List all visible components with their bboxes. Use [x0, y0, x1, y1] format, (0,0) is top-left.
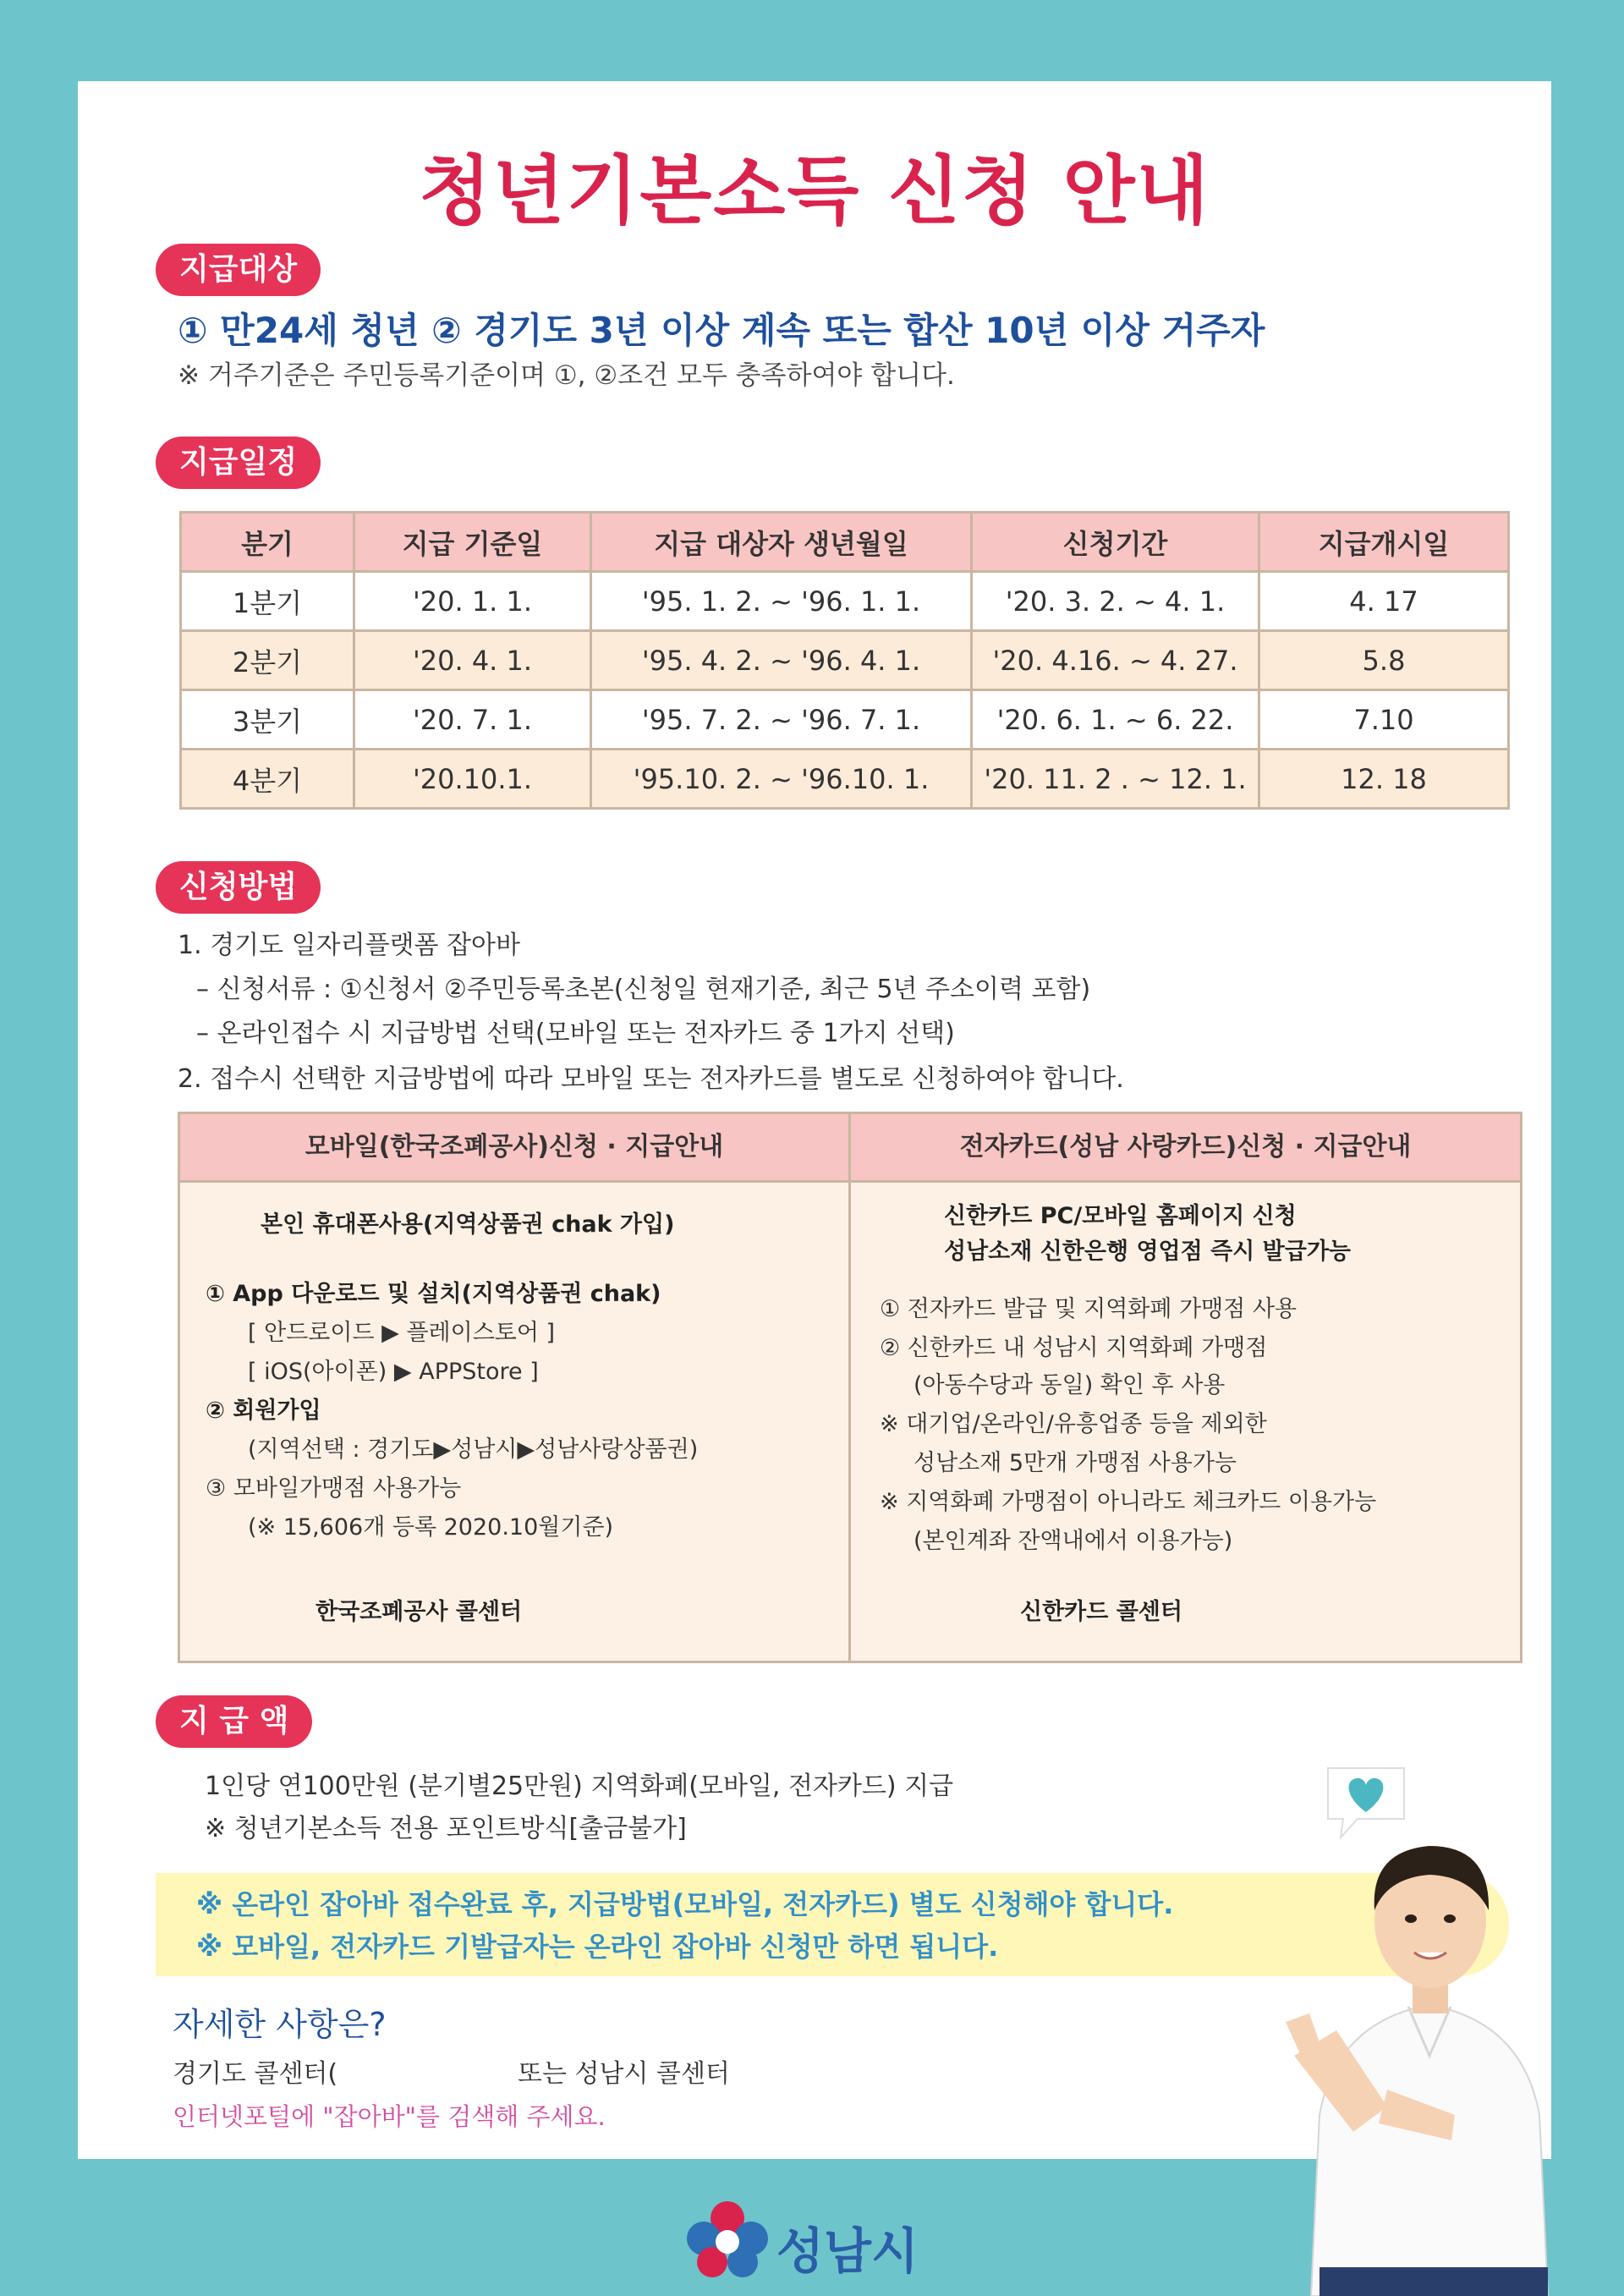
highlight-line-2: ※ 모바일, 전자카드 기발급자는 온라인 잡아바 신청만 하면 됩니다.: [196, 1931, 999, 1963]
section-badge-method: 신청방법: [156, 861, 321, 914]
section-badge-schedule: 지급일정: [156, 437, 321, 489]
table-cell: '20. 1. 1.: [354, 572, 591, 631]
schedule-header: 지급 기준일: [354, 513, 591, 572]
table-cell: 5.8: [1259, 631, 1509, 690]
table-cell: 4분기: [181, 750, 354, 809]
table-row: [181, 572, 1509, 631]
mobile-step-signup: ② 회원가입: [206, 1398, 321, 1424]
highlight-line-1: ※ 온라인 잡아바 접수완료 후, 지급방법(모바일, 전자카드) 별도 신청해야 합니다.: [196, 1888, 1174, 1920]
amount-note: ※ 청년기본소득 전용 포인트방식[출금불가]: [205, 1814, 687, 1843]
eligibility-note: ※ 거주기준은 주민등록기준이며 ①, ②조건 모두 충족하여야 합니다.: [178, 360, 955, 391]
card-header: 전자카드(성남 사랑카드)신청 · 지급안내: [851, 1114, 1520, 1183]
card-check-note-2: (본인계좌 잔액내에서 이용가능): [914, 1528, 1233, 1554]
mobile-step-use: ③ 모바일가맹점 사용가능: [206, 1475, 462, 1502]
payment-method-box: [178, 1112, 1522, 1663]
method-step-1-online: – 온라인접수 시 지급방법 선택(모바일 또는 전자카드 중 1가지 선택): [196, 1019, 955, 1048]
table-cell: '20. 6. 1. ~ 6. 22.: [972, 690, 1259, 750]
method-step-1: 1. 경기도 일자리플랫폼 잡아바: [178, 931, 520, 960]
table-cell: 12. 18: [1259, 750, 1509, 809]
table-cell: 4. 17: [1259, 572, 1509, 631]
table-cell: '20. 4.16. ~ 4. 27.: [972, 631, 1259, 690]
method-step-1-docs: – 신청서류 : ①신청서 ②주민등록초본(신청일 현재기준, 최근 5년 주소이력 포함): [196, 975, 1091, 1004]
card-intro-online: 신한카드 PC/모바일 홈페이지 신청: [944, 1203, 1297, 1229]
schedule-header: 지급 대상자 생년월일: [591, 513, 972, 572]
schedule-header: 지급개시일: [1259, 513, 1509, 572]
mobile-step-download: ① App 다운로드 및 설치(지역상품권 chak): [206, 1281, 661, 1307]
mobile-intro: 본인 휴대폰사용(지역상품권 chak 가입): [261, 1211, 675, 1238]
table-row: [181, 631, 1509, 690]
table-cell: 2분기: [181, 631, 354, 690]
section-badge-eligibility: 지급대상: [156, 244, 321, 296]
portal-search-note: 인터넷포털에 "잡아바"를 검색해 주세요.: [173, 2102, 606, 2131]
mobile-column: [180, 1114, 851, 1661]
table-cell: '95. 1. 2. ~ '96. 1. 1.: [591, 572, 972, 631]
schedule-header-row: [181, 513, 1509, 572]
mobile-ios: [ iOS(아이폰) ▶ APPStore ]: [248, 1359, 539, 1385]
card-step-issue: ① 전자카드 발급 및 지역화폐 가맹점 사용: [880, 1296, 1298, 1322]
card-callcenter: 신한카드 콜센터: [1020, 1599, 1182, 1625]
schedule-table: [179, 511, 1510, 810]
table-row: [181, 750, 1509, 809]
amount-line: 1인당 연100만원 (분기별25만원) 지역화폐(모바일, 전자카드) 지급: [205, 1771, 954, 1801]
table-cell: '20.10.1.: [354, 750, 591, 809]
contact-heading: 자세한 사항은?: [173, 2006, 387, 2043]
table-cell: '95. 4. 2. ~ '96. 4. 1.: [591, 631, 972, 690]
table-cell: '20. 3. 2. ~ 4. 1.: [972, 572, 1259, 631]
mobile-store-count: (※ 15,606개 등록 2020.10월기준): [248, 1514, 614, 1541]
table-cell: '20. 4. 1.: [354, 631, 591, 690]
mobile-header: 모바일(한국조폐공사)신청 · 지급안내: [180, 1114, 848, 1183]
contact-gyeonggi: 경기도 콜센터(: [173, 2059, 338, 2089]
seongnam-logo-icon: [685, 2200, 770, 2281]
contact-seongnam: 또는 성남시 콜센터: [518, 2059, 730, 2089]
page-title: 청년기본소득 신청 안내: [419, 147, 1210, 234]
card-intro-branch: 성남소재 신한은행 영업점 즉시 발급가능: [944, 1239, 1351, 1265]
presenter-illustration: [1260, 1810, 1624, 2296]
mobile-region: (지역선택 : 경기도▶성남시▶성남사랑상품권): [248, 1436, 699, 1463]
table-row: [181, 690, 1509, 750]
mobile-android: [ 안드로이드 ▶ 플레이스토어 ]: [248, 1320, 556, 1346]
schedule-header: 분기: [181, 513, 354, 572]
card-step-store-note: (아동수당과 동일) 확인 후 사용: [914, 1372, 1226, 1398]
table-cell: 7.10: [1259, 690, 1509, 750]
table-cell: '20. 7. 1.: [354, 690, 591, 750]
method-step-2: 2. 접수시 선택한 지급방법에 따라 모바일 또는 전자카드를 별도로 신청하여야 합니다.: [178, 1064, 1124, 1094]
card-exclusion: ※ 대기업/온라인/유흥업종 등을 제외한: [880, 1411, 1267, 1437]
section-badge-amount: 지 급 액: [156, 1695, 312, 1748]
card-check-note: ※ 지역화폐 가맹점이 아니라도 체크카드 이용가능: [880, 1489, 1377, 1515]
card-step-store: ② 신한카드 내 성남시 지역화폐 가맹점: [880, 1335, 1268, 1361]
seongnam-logo-text: 성남시: [776, 2222, 919, 2280]
card-exclusion-count: 성남소재 5만개 가맹점 사용가능: [914, 1450, 1237, 1476]
card-column: [851, 1114, 1520, 1661]
table-cell: '95.10. 2. ~ '96.10. 1.: [591, 750, 972, 809]
eligibility-criteria: ① 만24세 청년 ② 경기도 3년 이상 계속 또는 합산 10년 이상 거주자: [178, 310, 1265, 351]
table-cell: 1분기: [181, 572, 354, 631]
schedule-header: 신청기간: [972, 513, 1259, 572]
table-cell: '20. 11. 2 . ~ 12. 1.: [972, 750, 1259, 809]
table-cell: '95. 7. 2. ~ '96. 7. 1.: [591, 690, 972, 750]
mobile-callcenter: 한국조폐공사 콜센터: [315, 1599, 523, 1625]
table-cell: 3분기: [181, 690, 354, 750]
